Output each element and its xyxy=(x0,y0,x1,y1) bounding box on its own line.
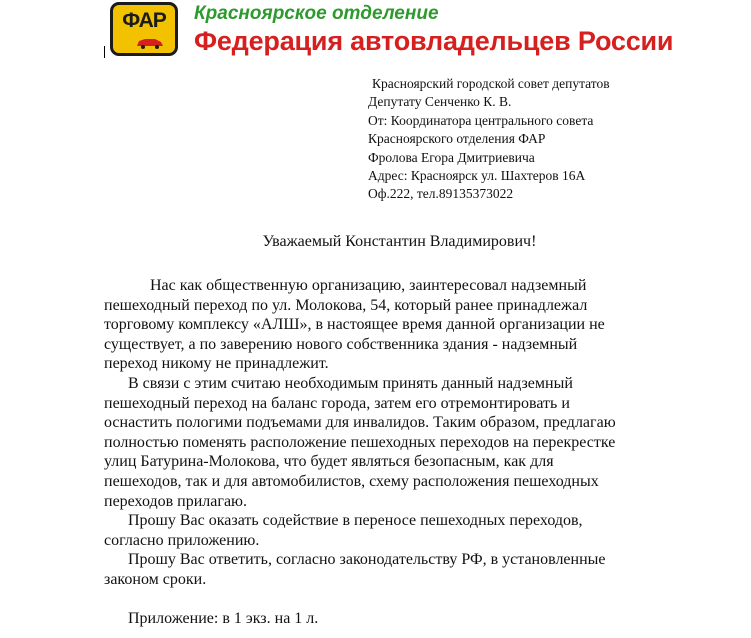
body-line xyxy=(104,590,704,610)
attachment-line: Приложение: в 1 экз. на 1 л. xyxy=(128,610,319,628)
address-block xyxy=(368,75,610,204)
address-line: Депутату Сенченко К. В. xyxy=(368,94,512,110)
car-icon xyxy=(135,35,165,49)
far-logo xyxy=(110,2,178,56)
letter-body xyxy=(104,276,704,629)
body-line: пешеходов, так и для автомобилистов, схему расположения пешеходных xyxy=(104,472,599,490)
greeting: Уважаемый Константин Владимирович! xyxy=(262,233,537,250)
letterhead-title: Федерация автовладельцев России xyxy=(194,26,674,56)
address-line: Оф.222, тел.89135373022 xyxy=(368,186,514,202)
address-line: Красноярского отделения ФАР xyxy=(368,131,546,147)
body-line: существует, а по заверению нового собственника здания - надземный xyxy=(104,335,578,353)
body-line: В связи с этим считаю необходимым принять данный надземный xyxy=(128,374,573,392)
letterhead xyxy=(108,0,732,60)
address-line: Фролова Егора Дмитриевича xyxy=(368,149,535,165)
body-line: Прошу Вас оказать содействие в переносе пешеходных переходов, xyxy=(128,512,583,530)
body-line: согласно приложению. xyxy=(104,531,260,549)
body-line: Нас как общественную организацию, заинтересовал надземный xyxy=(150,277,587,294)
address-line: Адрес: Красноярск ул. Шахтеров 16А xyxy=(368,167,586,183)
logo-text: ФАР xyxy=(122,9,166,32)
body-line: полностью поменять расположение пешеходных переходов на перекрестке xyxy=(104,433,616,451)
body-line: пешеходный переход на баланс города, затем его отремонтировать и xyxy=(104,394,570,412)
body-line: оснастить пологими подъемами для инвалидов. Таким образом, предлагаю xyxy=(104,414,616,432)
letterhead-subtitle: Красноярское отделение xyxy=(194,3,439,24)
body-line: переходов прилагаю. xyxy=(104,492,248,510)
body-line: Прошу Вас ответить, согласно законодательству РФ, в установленные xyxy=(128,551,606,569)
body-line: переход никому не принадлежит. xyxy=(104,355,329,373)
body-line: улиц Батурина-Молокова, что будет являться безопасным, как для xyxy=(104,453,554,471)
address-line: От: Координатора центрального совета xyxy=(368,112,594,128)
body-line: торговому комплексу «АЛШ», в настоящее время данной организации не xyxy=(104,316,605,334)
body-line: пешеходный переход по ул. Молокова, 54, который ранее принадлежал xyxy=(104,296,588,314)
body-line: законом сроки. xyxy=(104,570,207,588)
address-line: Красноярский городской совет депутатов xyxy=(372,76,610,91)
text-cursor xyxy=(104,46,105,58)
